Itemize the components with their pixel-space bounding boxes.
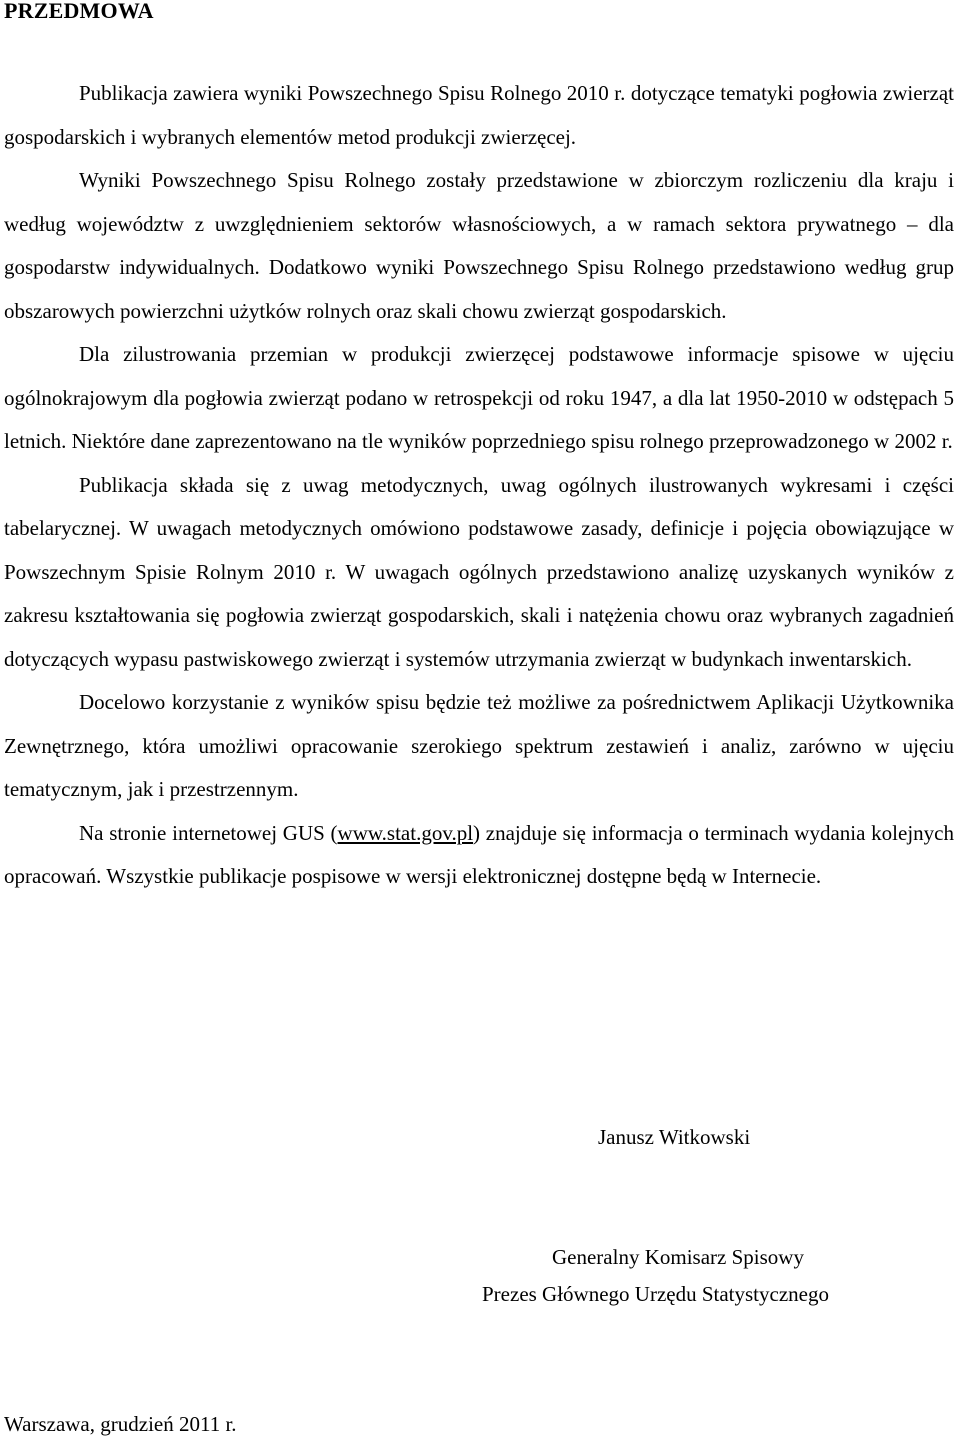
page-title: PRZEDMOWA [4,0,154,23]
paragraph-6 [4,812,954,899]
signature-title-line-2: Prezes Głównego Urzędu Statystycznego [482,1282,829,1306]
preface-body [4,72,954,899]
place-and-date: Warszawa, grudzień 2011 r. [4,1412,237,1436]
paragraph-6-before-link: Na stronie internetowej GUS ( [79,820,338,845]
signature-name: Janusz Witkowski [598,1125,751,1149]
paragraph-3: Dla zilustrowania przemian w produkcji zwierzęcej podstawowe informacje spisowe w ujęciu ogólnokrajowym dla pogłowia zwierząt podano w retrospekcji od roku 1947, a dla lat 1950-2010 w odstępach 5 letnich. Niektóre dane zaprezentowano na tle wyników poprzedniego spisu rolnego przeprowadzonego w 2002 r. [4,342,954,453]
signature-title-line-1: Generalny Komisarz Spisowy [552,1245,804,1269]
paragraph-5: Docelowo korzystanie z wyników spisu będzie też możliwe za pośrednictwem Aplikacji Użytkownika Zewnętrznego, która umożliwi opracowanie szerokiego spektrum zestawień i analiz, zarówno w ujęciu tematycznym, jak i przestrzennym. [4,690,954,801]
paragraph-1: Publikacja zawiera wyniki Powszechnego Spisu Rolnego 2010 r. dotyczące tematyki pogłowia zwierząt gospodarskich i wybranych elementów metod produkcji zwierzęcej. [4,81,954,149]
paragraph-4: Publikacja składa się z uwag metodycznych, uwag ogólnych ilustrowanych wykresami i części tabelarycznej. W uwagach metodycznych omówiono podstawowe zasady, definicje i pojęcia obowiązujące w Powszechnym Spisie Rolnym 2010 r. W uwagach ogólnych przedstawiono analizę uzyskanych wyników z zakresu kształtowania się pogłowia zwierząt gospodarskich, skali i natężenia chowu oraz wybranych zagadnień dotyczących wypasu pastwiskowego zwierząt i systemów utrzymania zwierząt w budynkach inwentarskich. [4,472,954,671]
paragraph-2: Wyniki Powszechnego Spisu Rolnego zostały przedstawione w zbiorczym rozliczeniu dla kraju i według województw z uwzględnieniem sektorów własnościowych, a w ramach sektora prywatnego – dla gospodarstw indywidualnych. Dodatkowo wyniki Powszechnego Spisu Rolnego przedstawiono według grup obszarowych powierzchni użytków rolnych oraz skali chowu zwierząt gospodarskich. [4,168,954,323]
gus-website-link[interactable]: www.stat.gov.pl [337,820,474,845]
paragraph-6-after-link: ) znajduje się informacja o terminach wydania kolejnych opracowań. Wszystkie publikacje pospisowe w wersji elektronicznej dostępne będą w Internecie. [4,820,954,888]
